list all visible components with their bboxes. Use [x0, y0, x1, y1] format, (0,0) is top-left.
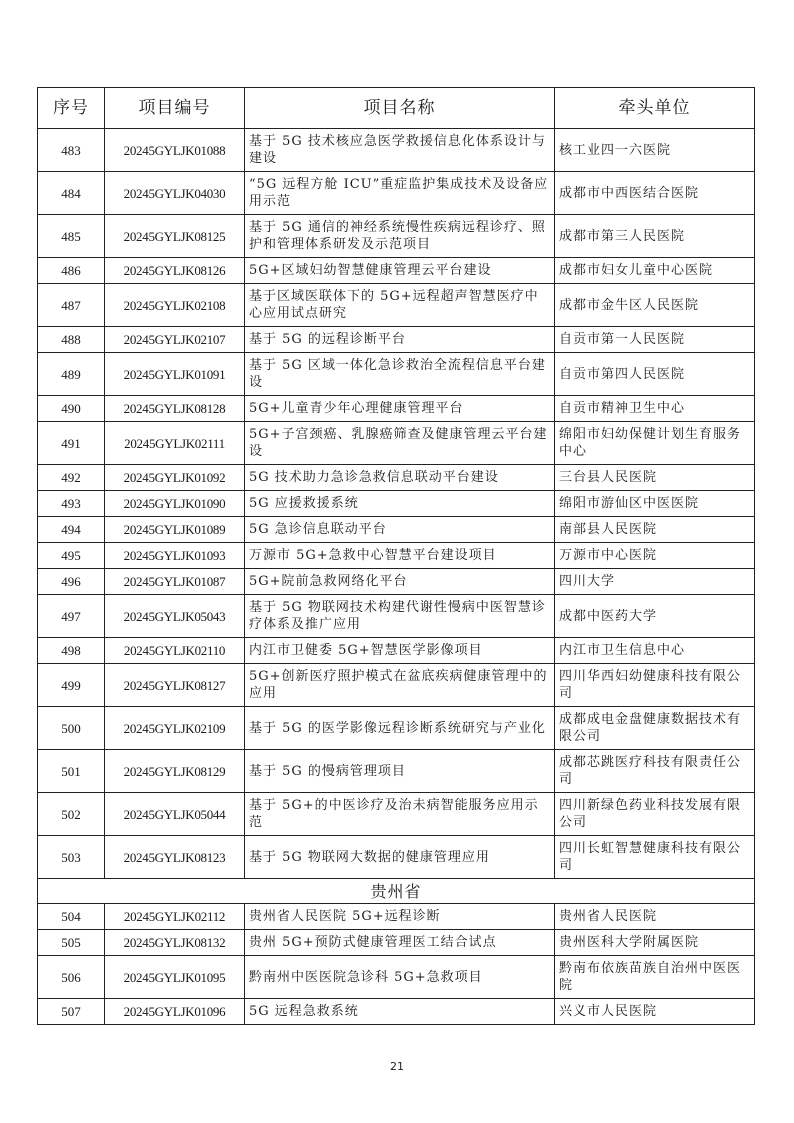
table-row — [38, 750, 755, 793]
project-name-cell: 基于 5G 的慢病管理项目 — [245, 750, 555, 793]
serial-number-cell: 486 — [38, 258, 105, 284]
lead-unit-cell: 黔南布依族苗族自治州中医医院 — [555, 956, 755, 999]
serial-number-cell: 488 — [38, 327, 105, 353]
table-row — [38, 491, 755, 517]
project-code-cell: 20245GYLJK01092 — [105, 465, 245, 491]
project-code-cell: 20245GYLJK02111 — [105, 422, 245, 465]
serial-number-cell: 502 — [38, 793, 105, 836]
project-code-cell: 20245GYLJK01089 — [105, 517, 245, 543]
table-row — [38, 327, 755, 353]
lead-unit-cell: 成都芯跳医疗科技有限责任公司 — [555, 750, 755, 793]
lead-unit-cell: 自贡市精神卫生中心 — [555, 396, 755, 422]
project-name-cell: 内江市卫健委 5G+智慧医学影像项目 — [245, 638, 555, 664]
serial-number-cell: 490 — [38, 396, 105, 422]
serial-number-cell: 497 — [38, 595, 105, 638]
serial-number-cell: 504 — [38, 904, 105, 930]
serial-number-cell: 498 — [38, 638, 105, 664]
project-name-cell: 基于 5G 物联网大数据的健康管理应用 — [245, 836, 555, 879]
project-name-cell: 基于 5G 区域一体化急诊救治全流程信息平台建设 — [245, 353, 555, 396]
lead-unit-cell: 自贡市第四人民医院 — [555, 353, 755, 396]
project-code-cell: 20245GYLJK01088 — [105, 129, 245, 172]
table-row — [38, 836, 755, 879]
serial-number-cell: 484 — [38, 172, 105, 215]
project-code-cell: 20245GYLJK02109 — [105, 707, 245, 750]
project-code-cell: 20245GYLJK08129 — [105, 750, 245, 793]
lead-unit-cell: 南部县人民医院 — [555, 517, 755, 543]
serial-number-cell: 507 — [38, 999, 105, 1025]
lead-unit-cell: 成都成电金盘健康数据技术有限公司 — [555, 707, 755, 750]
project-code-cell: 20245GYLJK02108 — [105, 284, 245, 327]
serial-number-cell: 500 — [38, 707, 105, 750]
lead-unit-cell: 四川大学 — [555, 569, 755, 595]
table-row — [38, 999, 755, 1025]
serial-number-cell: 492 — [38, 465, 105, 491]
lead-unit-cell: 四川华西妇幼健康科技有限公司 — [555, 664, 755, 707]
project-name-cell: 基于 5G 的远程诊断平台 — [245, 327, 555, 353]
project-code-cell: 20245GYLJK04030 — [105, 172, 245, 215]
lead-unit-cell: 兴义市人民医院 — [555, 999, 755, 1025]
lead-unit-cell: 贵州省人民医院 — [555, 904, 755, 930]
project-name-cell: 贵州省人民医院 5G+远程诊断 — [245, 904, 555, 930]
project-code-cell: 20245GYLJK01095 — [105, 956, 245, 999]
province-label: 贵州省 — [38, 879, 755, 904]
project-code-cell: 20245GYLJK08123 — [105, 836, 245, 879]
project-name-cell: 黔南州中医医院急诊科 5G+急救项目 — [245, 956, 555, 999]
project-code-cell: 20245GYLJK05043 — [105, 595, 245, 638]
project-name-cell: 基于 5G 技术核应急医学救援信息化体系设计与建设 — [245, 129, 555, 172]
table-row — [38, 129, 755, 172]
project-name-cell: 5G+院前急救网络化平台 — [245, 569, 555, 595]
project-code-cell: 20245GYLJK08128 — [105, 396, 245, 422]
table-row — [38, 569, 755, 595]
serial-number-cell: 485 — [38, 215, 105, 258]
lead-unit-cell: 成都市第三人民医院 — [555, 215, 755, 258]
lead-unit-cell: 成都市妇女儿童中心医院 — [555, 258, 755, 284]
table-row — [38, 956, 755, 999]
project-code-cell: 20245GYLJK01087 — [105, 569, 245, 595]
project-name-cell: 5G 应援救援系统 — [245, 491, 555, 517]
project-name-cell: 基于 5G 物联网技术构建代谢性慢病中医智慧诊疗体系及推广应用 — [245, 595, 555, 638]
serial-number-cell: 496 — [38, 569, 105, 595]
serial-number-cell: 483 — [38, 129, 105, 172]
project-name-cell: 5G 远程急救系统 — [245, 999, 555, 1025]
project-name-cell: 5G 急诊信息联动平台 — [245, 517, 555, 543]
table-body — [38, 129, 755, 1025]
serial-number-cell: 489 — [38, 353, 105, 396]
table-row — [38, 930, 755, 956]
lead-unit-cell: 成都中医药大学 — [555, 595, 755, 638]
serial-number-cell: 491 — [38, 422, 105, 465]
lead-unit-cell: 四川新绿色药业科技发展有限公司 — [555, 793, 755, 836]
serial-number-cell: 505 — [38, 930, 105, 956]
serial-number-cell: 501 — [38, 750, 105, 793]
table-row — [38, 284, 755, 327]
lead-unit-cell: 四川长虹智慧健康科技有限公司 — [555, 836, 755, 879]
page-number: 21 — [390, 1060, 404, 1073]
table-row — [38, 396, 755, 422]
project-name-cell: 5G+子宫颈癌、乳腺癌筛查及健康管理云平台建设 — [245, 422, 555, 465]
project-code-cell: 20245GYLJK08125 — [105, 215, 245, 258]
project-name-cell: 5G+区域妇幼智慧健康管理云平台建设 — [245, 258, 555, 284]
province-section-row — [38, 879, 755, 904]
table-row — [38, 638, 755, 664]
table-row — [38, 707, 755, 750]
project-name-cell: 基于 5G 的医学影像远程诊断系统研究与产业化 — [245, 707, 555, 750]
project-code-cell: 20245GYLJK01096 — [105, 999, 245, 1025]
project-name-cell: 贵州 5G+预防式健康管理医工结合试点 — [245, 930, 555, 956]
serial-number-cell: 499 — [38, 664, 105, 707]
lead-unit-cell: 万源市中心医院 — [555, 543, 755, 569]
table-row — [38, 793, 755, 836]
table-row — [38, 353, 755, 396]
project-name-cell: 万源市 5G+急救中心智慧平台建设项目 — [245, 543, 555, 569]
project-code-cell: 20245GYLJK08126 — [105, 258, 245, 284]
table-row — [38, 664, 755, 707]
project-name-cell: 基于 5G+的中医诊疗及治未病智能服务应用示范 — [245, 793, 555, 836]
lead-unit-cell: 绵阳市妇幼保健计划生育服务中心 — [555, 422, 755, 465]
table-row — [38, 595, 755, 638]
lead-unit-cell: 贵州医科大学附属医院 — [555, 930, 755, 956]
table-row — [38, 904, 755, 930]
table-row — [38, 517, 755, 543]
lead-unit-cell: 绵阳市游仙区中医医院 — [555, 491, 755, 517]
lead-unit-cell: 自贡市第一人民医院 — [555, 327, 755, 353]
project-code-cell: 20245GYLJK02112 — [105, 904, 245, 930]
table-row — [38, 422, 755, 465]
project-code-cell: 20245GYLJK01090 — [105, 491, 245, 517]
serial-number-cell: 487 — [38, 284, 105, 327]
project-code-cell: 20245GYLJK05044 — [105, 793, 245, 836]
project-name-cell: 5G+创新医疗照护模式在盆底疾病健康管理中的应用 — [245, 664, 555, 707]
project-code-cell: 20245GYLJK08132 — [105, 930, 245, 956]
lead-unit-cell: 成都市中西医结合医院 — [555, 172, 755, 215]
header-lead-unit: 牵头单位 — [555, 88, 755, 129]
project-name-cell: 基于 5G 通信的神经系统慢性疾病远程诊疗、照护和管理体系研发及示范项目 — [245, 215, 555, 258]
lead-unit-cell: 三台县人民医院 — [555, 465, 755, 491]
table-row — [38, 258, 755, 284]
project-name-cell: “5G 远程方舱 ICU”重症监护集成技术及设备应用示范 — [245, 172, 555, 215]
serial-number-cell: 495 — [38, 543, 105, 569]
lead-unit-cell: 核工业四一六医院 — [555, 129, 755, 172]
project-code-cell: 20245GYLJK01091 — [105, 353, 245, 396]
header-project-code: 项目编号 — [105, 88, 245, 129]
table-row — [38, 543, 755, 569]
project-table — [37, 87, 755, 1025]
table-row — [38, 172, 755, 215]
header-serial-number: 序号 — [38, 88, 105, 129]
serial-number-cell: 493 — [38, 491, 105, 517]
lead-unit-cell: 内江市卫生信息中心 — [555, 638, 755, 664]
header-project-name: 项目名称 — [245, 88, 555, 129]
project-code-cell: 20245GYLJK02107 — [105, 327, 245, 353]
table-header-row — [38, 88, 755, 129]
serial-number-cell: 494 — [38, 517, 105, 543]
project-name-cell: 基于区域医联体下的 5G+远程超声智慧医疗中心应用试点研究 — [245, 284, 555, 327]
project-code-cell: 20245GYLJK01093 — [105, 543, 245, 569]
table-row — [38, 465, 755, 491]
project-name-cell: 5G 技术助力急诊急救信息联动平台建设 — [245, 465, 555, 491]
project-name-cell: 5G+儿童青少年心理健康管理平台 — [245, 396, 555, 422]
project-code-cell: 20245GYLJK08127 — [105, 664, 245, 707]
serial-number-cell: 503 — [38, 836, 105, 879]
lead-unit-cell: 成都市金牛区人民医院 — [555, 284, 755, 327]
table-row — [38, 215, 755, 258]
serial-number-cell: 506 — [38, 956, 105, 999]
project-code-cell: 20245GYLJK02110 — [105, 638, 245, 664]
